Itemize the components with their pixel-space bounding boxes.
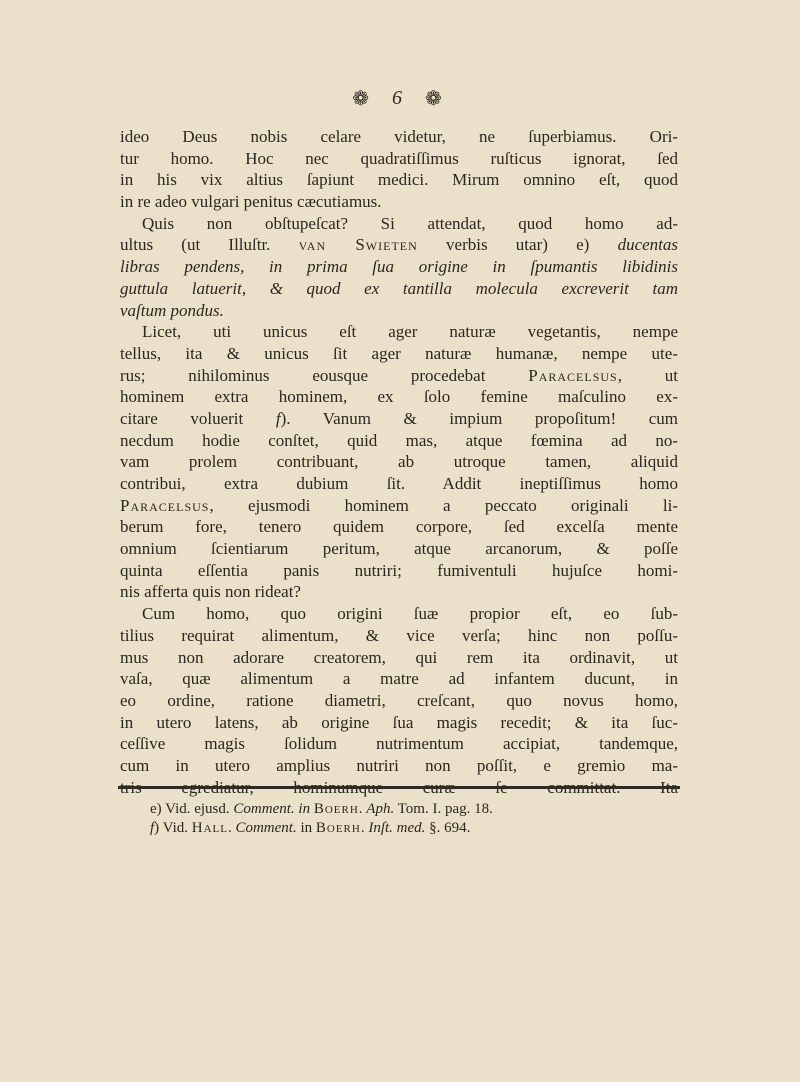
text-run: berum fore, tenero quidem corpore, ſed excelſa mente (120, 517, 678, 537)
text-line (120, 603, 678, 625)
text-line (120, 451, 678, 473)
text-line (120, 300, 678, 322)
text-run: in re adeo vulgari penitus cæcutiamus. (120, 192, 382, 212)
text-run: Tom. I. pag. 18. (394, 801, 493, 817)
text-run: Comment. (235, 820, 297, 836)
footnote-rule (118, 786, 680, 789)
text-line (120, 625, 678, 647)
text-line (120, 365, 678, 387)
text-run: Comment. in (233, 801, 311, 817)
text-line (120, 690, 678, 712)
text-line (120, 581, 678, 603)
text-line (120, 343, 678, 365)
text-run: rus; nihilominus eousque procedebat (120, 365, 529, 385)
text-run: contribui, extra dubium ſit. Addit ineptiſſimus homo (120, 474, 678, 493)
text-run: libras pendens, in prima ſua origine in ſpumantis libidinis (120, 257, 678, 277)
text-line (120, 386, 678, 408)
body-text (120, 126, 678, 798)
text-line (120, 647, 678, 669)
text-line (120, 495, 678, 517)
text-run: . (227, 820, 236, 836)
text-line (120, 755, 678, 777)
text-run: ultus (ut Illuſtr. (120, 235, 299, 255)
text-line (120, 668, 678, 690)
footnote (150, 819, 680, 838)
text-run: , ejusmodi hominem a peccato originali li- (209, 495, 678, 515)
text-line (120, 560, 678, 582)
text-run: guttula latuerit, & quod ex tantilla molecula excreverit tam (120, 278, 678, 298)
text-run: in his vix altius ſapiunt medici. Mirum omnino eſt, quod (120, 170, 678, 190)
right-ornament-icon: ❁ (425, 88, 448, 110)
text-run: ) Vid. (154, 820, 192, 836)
text-run: nis afferta quis non rideat? (120, 582, 301, 602)
text-run: ceſſive magis ſolidum nutrimentum accipiat, tandemque, (120, 734, 678, 754)
text-run: Quis non obſtupeſcat? Si attendat, quod homo ad- (142, 213, 678, 233)
text-run: necdum hodie conſtet, quid mas, atque fœmina ad no- (120, 430, 678, 450)
footnote (150, 800, 680, 819)
text-run: Hall (191, 820, 228, 836)
text-line (120, 408, 678, 430)
text-line (120, 256, 678, 278)
text-line (120, 148, 678, 170)
text-run: vam prolem contribuant, ab utroque tamen, aliquid (120, 452, 678, 472)
text-line (120, 126, 678, 148)
text-run: ducentas (617, 235, 678, 255)
text-run: Licet, uti unicus eſt ager naturæ vegetantis, nempe (142, 322, 678, 342)
text-run: eo ordine, ratione diametri, creſcant, quo novus homo, (120, 690, 678, 710)
text-run: ). Vanum & impium propoſitum! cum (280, 408, 678, 428)
text-run: , ut (617, 365, 678, 385)
text-line (120, 169, 678, 191)
text-line (120, 430, 678, 452)
text-run: mus non adorare creatorem, qui rem ita ordinavit, ut (120, 647, 678, 667)
text-line (120, 538, 678, 560)
text-run: Paracelsus (120, 495, 210, 515)
text-line (120, 733, 678, 755)
text-run: f (150, 820, 155, 836)
footnotes (150, 800, 680, 838)
text-line (120, 712, 678, 734)
text-run: f (275, 408, 281, 428)
text-run: omnium ſcientiarum peritum, atque arcanorum, & poſſe (120, 539, 678, 559)
text-line (120, 191, 678, 213)
text-run: verbis utar) e) (417, 235, 618, 255)
text-run: quinta eſſentia panis nutriri; fumiventuli hujuſce homi- (120, 560, 678, 580)
text-run: vaſa, quæ alimentum a matre ad infantem ducunt, in (120, 669, 678, 689)
text-run: Boerh (313, 801, 359, 817)
text-run: in (296, 820, 316, 836)
text-run: e) Vid. ejusd. (150, 801, 234, 817)
text-line (120, 234, 678, 256)
text-run: §. 694. (425, 820, 471, 836)
text-run: Inſt. med. (368, 820, 426, 836)
text-run: ideo Deus nobis celare videtur, ne ſuperbiamus. Ori- (120, 127, 678, 146)
left-ornament-icon: ❁ (352, 88, 375, 110)
text-run: tilius requirat alimentum, & vice verſa; hinc non poſſu- (120, 625, 678, 645)
text-line (120, 516, 678, 538)
text-line (120, 213, 678, 235)
text-run: hominem extra hominem, ex ſolo femine maſculino ex- (120, 387, 678, 407)
text-run: in utero latens, ab origine ſua magis recedit; & ita ſuc- (120, 712, 678, 732)
text-run: tellus, ita & unicus ſit ager naturæ humanæ, nempe ute- (120, 343, 678, 363)
text-run: vaſtum pondus. (120, 300, 224, 320)
page-header (0, 86, 800, 111)
text-line (120, 321, 678, 343)
text-line (120, 473, 678, 495)
text-run: tris egrediatur, hominumque curæ ſe committat. Ita (120, 777, 678, 797)
text-run: citare voluerit (120, 408, 276, 428)
text-run: Paracelsus (528, 365, 618, 385)
text-run: van Swieten (298, 235, 418, 255)
text-run: . (358, 801, 367, 817)
text-run: Cum homo, quo origini ſuæ propior eſt, eo ſub- (142, 604, 678, 624)
page-number: 6 (392, 87, 408, 109)
text-run: tur homo. Hoc nec quadratiſſimus ruſticus ignorat, ſed (120, 148, 678, 168)
text-run: Aph. (366, 801, 395, 817)
text-run: cum in utero amplius nutriri non poſſit, e gremio ma- (120, 755, 678, 775)
text-line (120, 278, 678, 300)
text-run: Boerh (315, 820, 361, 836)
text-run: . (360, 820, 369, 836)
